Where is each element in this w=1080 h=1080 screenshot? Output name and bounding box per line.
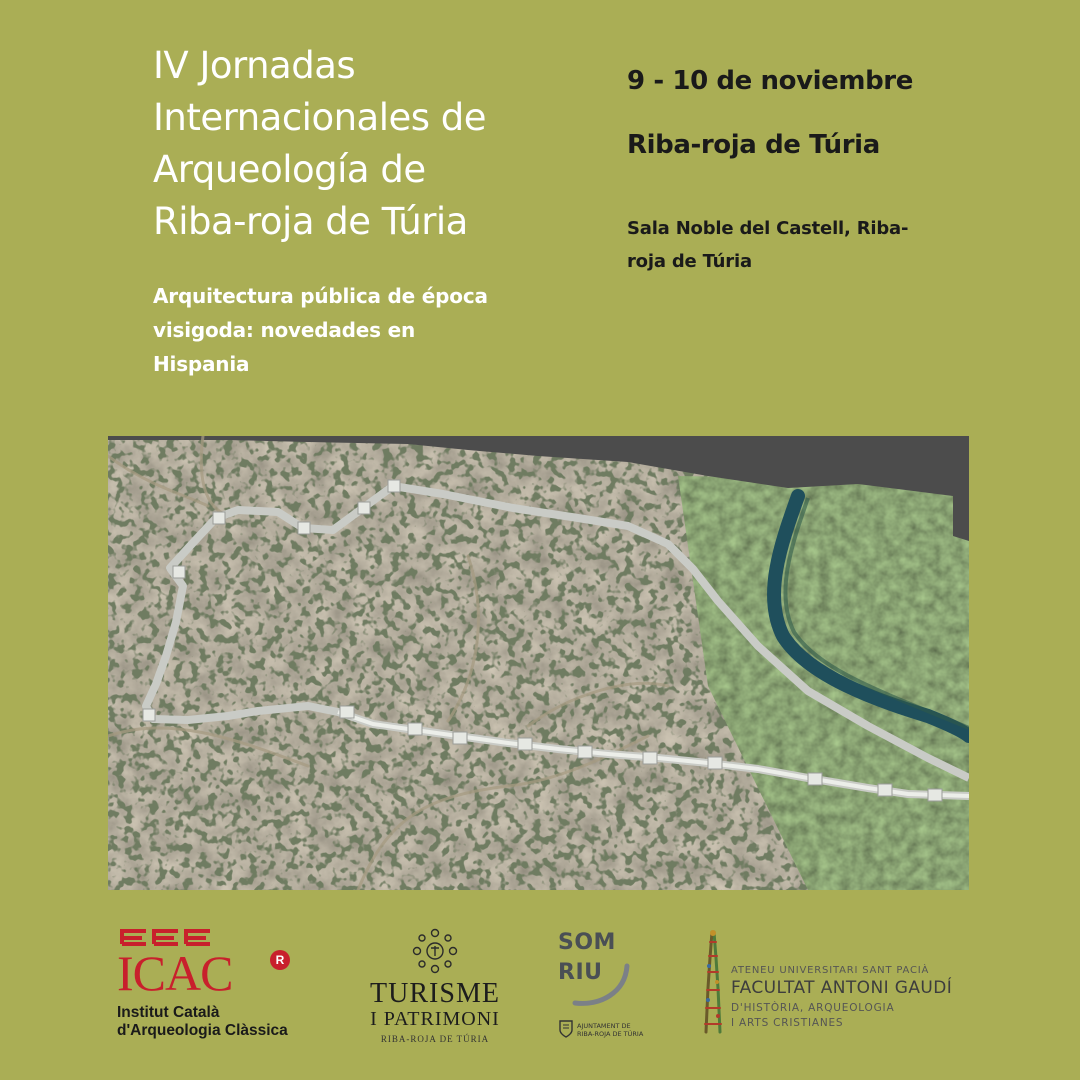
event-title-line: IV Jornadas bbox=[153, 44, 356, 87]
icac-mark: R bbox=[270, 950, 290, 970]
som-riu-logo bbox=[555, 928, 655, 1046]
event-subtitle-line: visigoda: novedades en bbox=[153, 318, 416, 342]
turisme-patrimoni-logo bbox=[355, 928, 515, 1046]
icac-wordmark: ICAC bbox=[117, 945, 233, 1001]
event-title bbox=[153, 40, 573, 248]
gaudi-line4: I ARTS CRISTIANES bbox=[731, 1017, 844, 1029]
event-venue bbox=[627, 212, 937, 278]
event-title-line: Arqueología de bbox=[153, 148, 426, 191]
facultat-antoni-gaudi-logo bbox=[698, 928, 978, 1046]
ajuntament-shield-icon bbox=[559, 1020, 573, 1038]
event-subtitle-line: Hispania bbox=[153, 352, 250, 376]
gaudi-tower-icon bbox=[700, 928, 726, 1036]
icac-name-line1: Institut Català bbox=[117, 1004, 220, 1021]
event-dates: 9 - 10 de noviembre bbox=[627, 66, 913, 96]
aerial-photo bbox=[108, 436, 969, 890]
gaudi-line1: ATENEU UNIVERSITARI SANT PACIÀ bbox=[731, 965, 930, 976]
turisme-line1: TURISME bbox=[370, 978, 500, 1009]
somriu-line1: SOM bbox=[558, 930, 616, 955]
ajuntament-line2: RIBA-ROJA DE TÚRIA bbox=[577, 1030, 644, 1038]
icac-emblem bbox=[120, 928, 220, 946]
somriu-line2: RIU bbox=[558, 960, 603, 985]
icac-logo bbox=[117, 928, 337, 1046]
event-title-line: Internacionales de bbox=[153, 96, 487, 139]
event-title-line: Riba-roja de Túria bbox=[153, 200, 468, 243]
somriu-smile-icon bbox=[555, 948, 635, 1008]
ajuntament-line1: AJUNTAMENT DE bbox=[577, 1022, 631, 1030]
event-venue-line: roja de Túria bbox=[627, 251, 752, 272]
event-venue-line: Sala Noble del Castell, Riba- bbox=[627, 218, 909, 239]
gaudi-line3: D'HISTÒRIA, ARQUEOLOGIA bbox=[731, 1002, 895, 1014]
event-place: Riba-roja de Túria bbox=[627, 130, 880, 160]
event-subtitle-line: Arquitectura pública de época bbox=[153, 284, 488, 308]
turisme-line2: I PATRIMONI bbox=[370, 1008, 500, 1030]
icac-name-line2: d'Arqueologia Clàssica bbox=[117, 1022, 288, 1039]
turisme-line3: RIBA-ROJA DE TÚRIA bbox=[380, 1034, 490, 1044]
event-subtitle bbox=[153, 279, 553, 381]
gaudi-line2: FACULTAT ANTONI GAUDÍ bbox=[731, 978, 953, 998]
turisme-emblem-icon bbox=[409, 928, 461, 974]
